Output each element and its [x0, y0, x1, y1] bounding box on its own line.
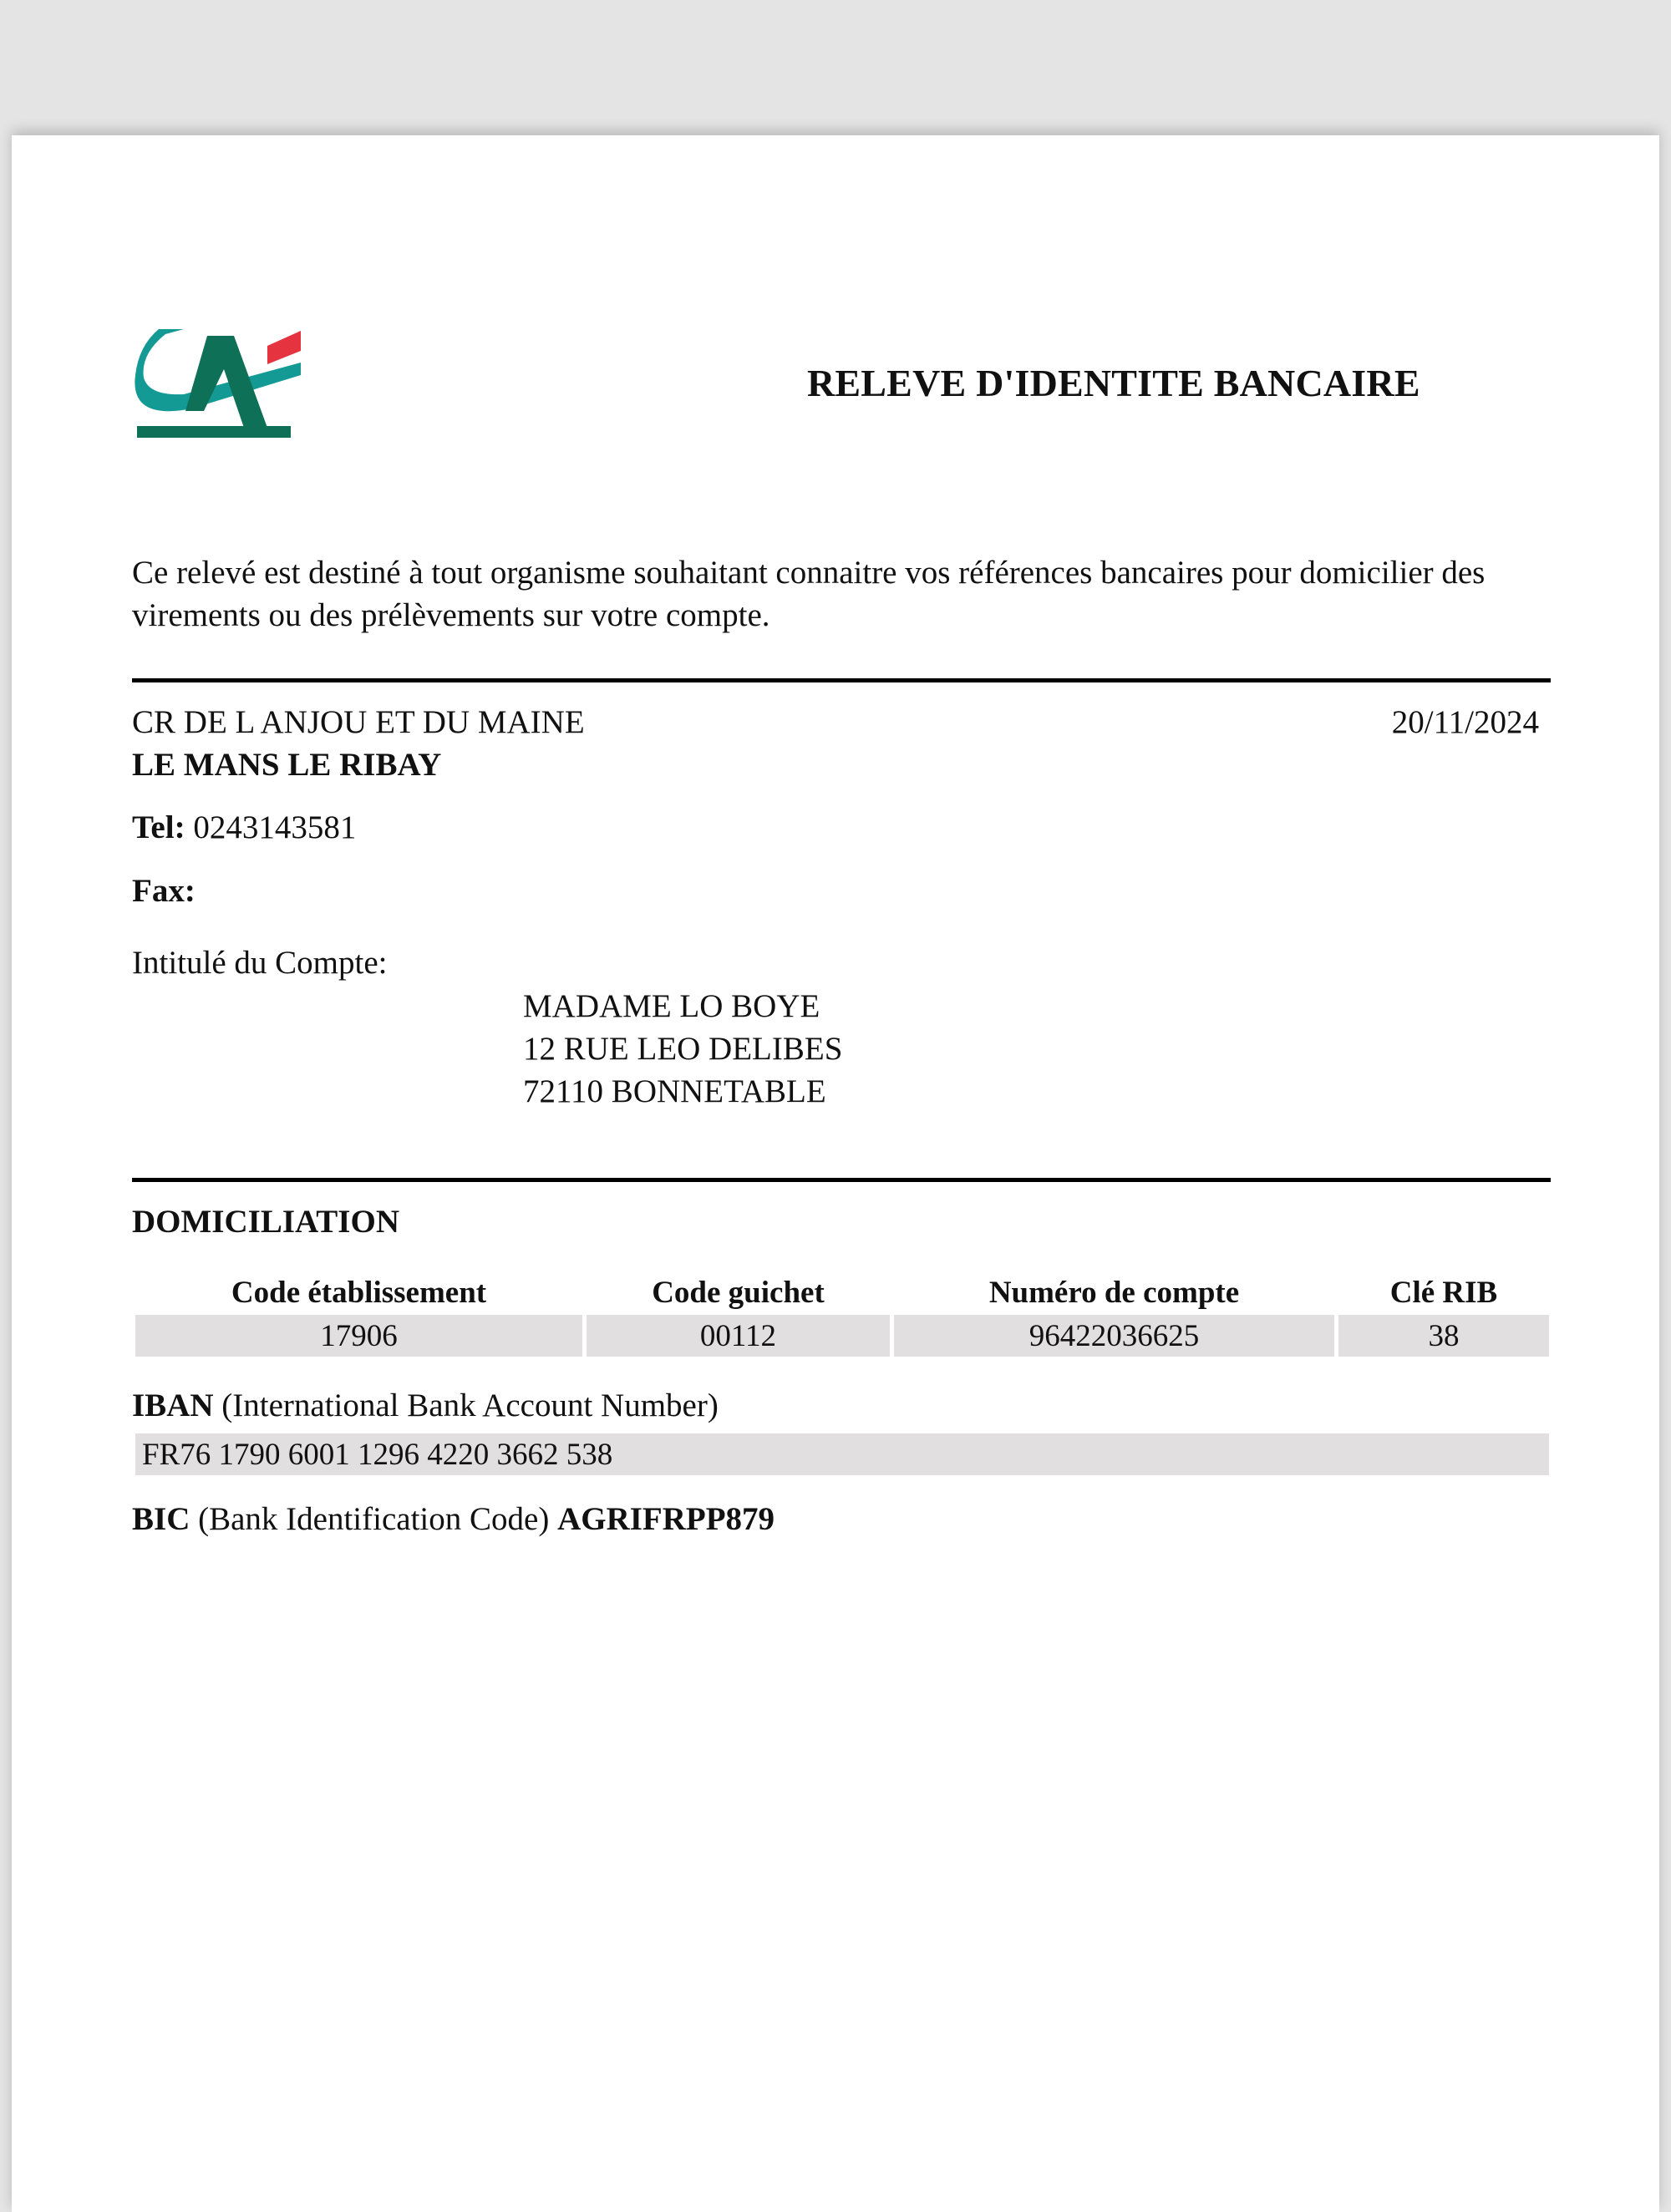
iban-label-row — [132, 1387, 719, 1424]
iban-description: (International Bank Account Number) — [221, 1388, 719, 1423]
account-address-line2: 72110 BONNETABLE — [523, 1073, 826, 1109]
intro-paragraph: Ce relevé est destiné à tout organisme souhaitant connaitre vos références bancaires pour domicilier des virements ou des prélèvements sur votre compte. — [132, 555, 1486, 633]
account-label: Intitulé du Compte: — [132, 945, 388, 981]
iban-label: IBAN — [132, 1388, 214, 1423]
value-numero-compte: 96422036625 — [894, 1315, 1334, 1357]
fax-label: Fax: — [132, 873, 196, 909]
tel-row — [132, 809, 356, 846]
branch-name: LE MANS LE RIBAY — [132, 747, 442, 783]
header-cle-rib: Clé RIB — [1389, 1276, 1498, 1310]
account-holder: MADAME LO BOYE — [523, 988, 820, 1024]
bic-description: (Bank Identification Code) — [198, 1501, 550, 1537]
account-address-line1: 12 RUE LEO DELIBES — [523, 1031, 843, 1067]
logo-underline — [137, 426, 291, 438]
value-code-guichet: 00112 — [587, 1315, 890, 1357]
bic-label: BIC — [132, 1501, 190, 1537]
header-code-etablissement: Code établissement — [231, 1276, 487, 1310]
value-cle-rib: 38 — [1338, 1315, 1549, 1357]
fax-row — [132, 872, 196, 910]
statement-date: 20/11/2024 — [1391, 704, 1539, 740]
value-code-etablissement: 17906 — [135, 1315, 582, 1357]
table-row — [135, 1315, 1549, 1357]
domiciliation-heading: DOMICILIATION — [132, 1204, 399, 1240]
header-numero-compte: Numéro de compte — [988, 1276, 1240, 1310]
credit-agricole-logo — [134, 321, 301, 438]
table-header-row — [135, 1271, 1549, 1315]
tel-label: Tel: — [132, 809, 185, 845]
bic-value: AGRIFRPP879 — [557, 1501, 775, 1537]
domiciliation-table — [135, 1271, 1549, 1357]
bank-name: CR DE L ANJOU ET DU MAINE — [132, 704, 585, 740]
tel-value: 0243143581 — [193, 809, 357, 845]
divider-top — [132, 678, 1551, 682]
divider-middle — [132, 1178, 1551, 1182]
bic-row — [132, 1500, 775, 1538]
iban-value: FR76 1790 6001 1296 4220 3662 538 — [142, 1438, 613, 1472]
iban-box — [135, 1433, 1549, 1475]
logo-red-bar — [267, 331, 301, 364]
document-page — [12, 135, 1659, 2212]
document-title: RELEVE D'IDENTITE BANCAIRE — [807, 362, 1420, 404]
header-code-guichet: Code guichet — [652, 1276, 825, 1310]
